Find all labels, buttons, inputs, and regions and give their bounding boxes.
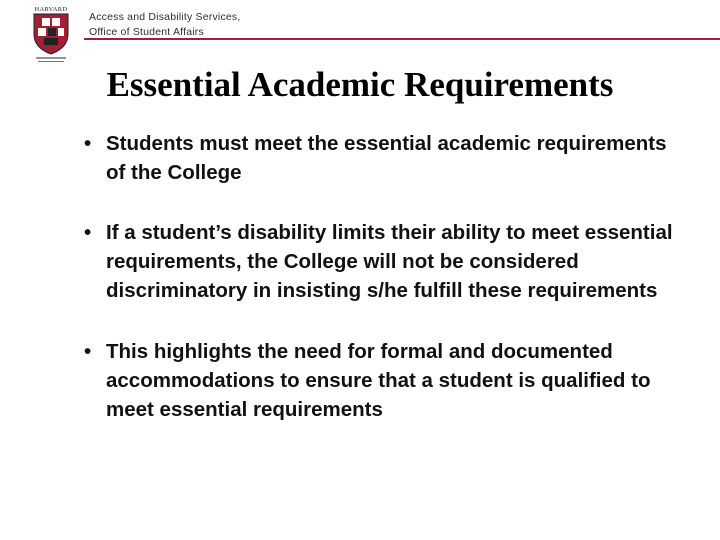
bullet-marker: • [84,132,92,155]
bullet-marker: • [84,340,92,363]
bullet-item-3 [80,337,680,424]
department-name [89,10,241,40]
harvard-shield-logo [24,4,78,64]
bullet-text-3: This highlights the need for formal and documented accommodations to ensure that a student is qualified to meet essential requirements [106,340,651,421]
department-line-2: Office of Student Affairs [89,26,204,38]
header-divider [84,38,720,40]
bullet-item-2 [80,218,680,305]
bullet-marker: • [84,221,92,244]
department-line-1: Access and Disability Services, [89,11,241,23]
slide-title: Essential Academic Requirements [106,65,614,104]
logo-wordmark: HARVARD [34,6,68,13]
bullet-item-1 [80,129,680,187]
slide-header [0,0,720,66]
bullet-text-1: Students must meet the essential academic requirements of the College [106,132,667,184]
bullet-list [80,129,680,424]
bullet-text-2: If a student’s disability limits their ability to meet essential requirements, the College will not be considered discriminatory in insisting s/he fulfill these requirements [106,221,673,302]
